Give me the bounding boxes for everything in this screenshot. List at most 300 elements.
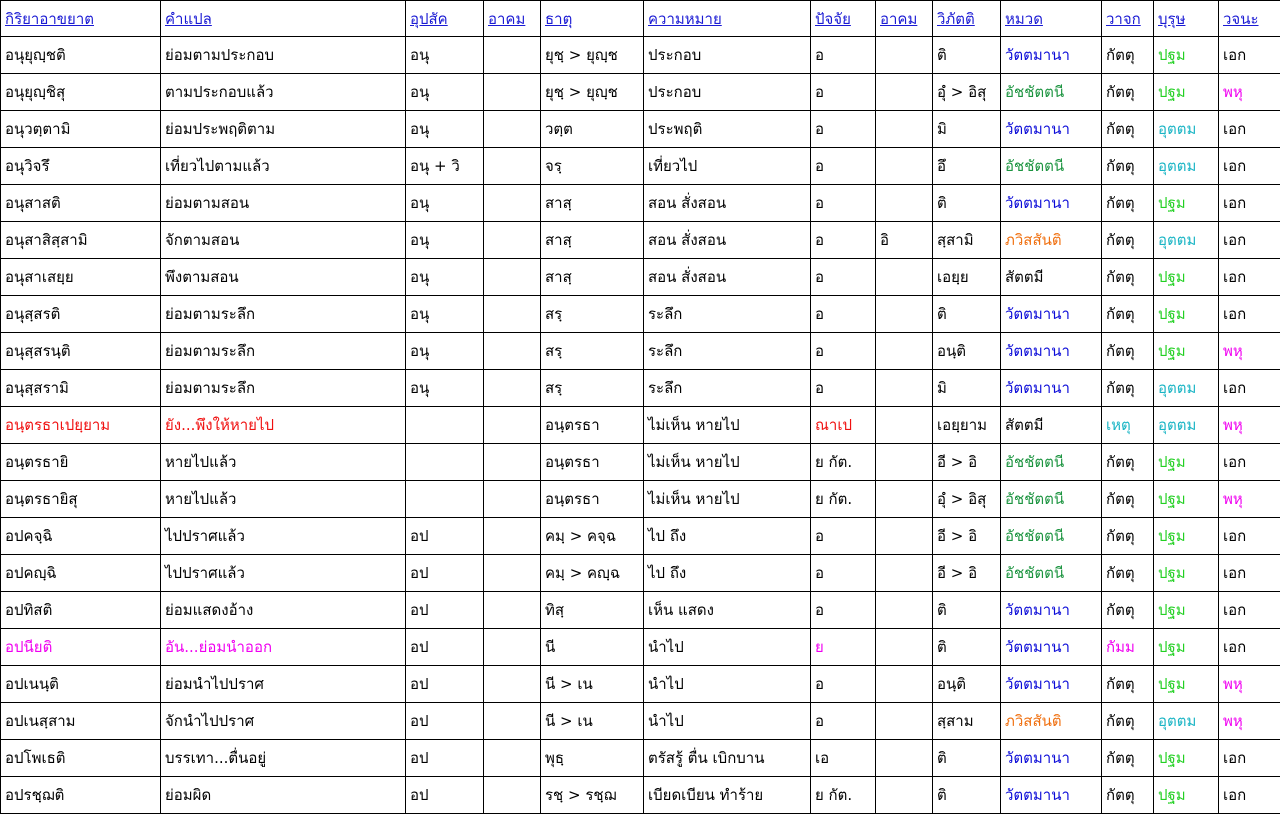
header-agama-2: อาคม [876, 1, 933, 37]
agama-2-cell: อิ [876, 222, 933, 259]
agama-1-cell [484, 518, 541, 555]
root-cell: รชฺ > รชฺฌ [541, 777, 644, 814]
header-suffix: ปัจจัย [811, 1, 876, 37]
ending-cell: อี > อิ [933, 444, 1001, 481]
agama-1-cell [484, 370, 541, 407]
table-row [1, 518, 1280, 555]
header-root: ธาตุ [541, 1, 644, 37]
prefix-cell: อป [406, 629, 484, 666]
number-cell: เอก [1219, 222, 1280, 259]
person-cell: อุตตม [1154, 222, 1219, 259]
voice-cell: กัตตุ [1102, 74, 1154, 111]
person-cell: ปฐม [1154, 185, 1219, 222]
root-cell: พุธฺ [541, 740, 644, 777]
translation-cell: จักตามสอน [161, 222, 406, 259]
prefix-cell: อนุ + วิ [406, 148, 484, 185]
table-row [1, 333, 1280, 370]
meaning-cell: นำไป [644, 629, 811, 666]
root-cell: สรฺ [541, 333, 644, 370]
suffix-cell: อ [811, 518, 876, 555]
agama-2-cell [876, 555, 933, 592]
group-cell: วัตตมานา [1001, 666, 1102, 703]
suffix-cell: อ [811, 37, 876, 74]
person-cell: ปฐม [1154, 481, 1219, 518]
header-agama-1: อาคม [484, 1, 541, 37]
number-cell: เอก [1219, 629, 1280, 666]
table-row [1, 370, 1280, 407]
agama-2-cell [876, 592, 933, 629]
suffix-cell: อ [811, 370, 876, 407]
agama-2-cell [876, 666, 933, 703]
person-cell: ปฐม [1154, 37, 1219, 74]
ending-cell: ติ [933, 37, 1001, 74]
translation-cell: อัน...ย่อมนำออก [161, 629, 406, 666]
meaning-cell: เห็น แสดง [644, 592, 811, 629]
agama-2-cell [876, 740, 933, 777]
agama-1-cell [484, 37, 541, 74]
group-cell: วัตตมานา [1001, 777, 1102, 814]
header-group: หมวด [1001, 1, 1102, 37]
verb-cell: อนุวตฺตามิ [1, 111, 161, 148]
agama-2-cell [876, 629, 933, 666]
meaning-cell: เบียดเบียน ทำร้าย [644, 777, 811, 814]
translation-cell: ย่อมนำไปปราศ [161, 666, 406, 703]
table-row [1, 185, 1280, 222]
table-row [1, 629, 1280, 666]
verb-cell: อปคจฺฉิ [1, 518, 161, 555]
person-cell: อุตตม [1154, 370, 1219, 407]
meaning-cell: สอน สั่งสอน [644, 222, 811, 259]
group-cell: วัตตมานา [1001, 333, 1102, 370]
person-cell: อุตตม [1154, 111, 1219, 148]
agama-2-cell [876, 74, 933, 111]
voice-cell: กัตตุ [1102, 444, 1154, 481]
voice-cell: กัมม [1102, 629, 1154, 666]
voice-cell: กัตตุ [1102, 592, 1154, 629]
number-cell: เอก [1219, 370, 1280, 407]
agama-2-cell [876, 481, 933, 518]
group-cell: อัชชัตตนี [1001, 444, 1102, 481]
number-cell: เอก [1219, 777, 1280, 814]
verb-cell: อนุสาสติ [1, 185, 161, 222]
ending-cell: อึ [933, 148, 1001, 185]
table-header [1, 1, 1280, 37]
meaning-cell: ไม่เห็น หายไป [644, 407, 811, 444]
root-cell: จรฺ [541, 148, 644, 185]
agama-1-cell [484, 740, 541, 777]
verb-cell: อนุสาสิสฺสามิ [1, 222, 161, 259]
prefix-cell [406, 481, 484, 518]
prefix-cell: อป [406, 555, 484, 592]
number-cell: พหุ [1219, 333, 1280, 370]
suffix-cell: ย กัต. [811, 444, 876, 481]
root-cell: สรฺ [541, 370, 644, 407]
group-cell: วัตตมานา [1001, 629, 1102, 666]
translation-cell: หายไปแล้ว [161, 481, 406, 518]
table-row [1, 777, 1280, 814]
voice-cell: กัตตุ [1102, 777, 1154, 814]
agama-2-cell [876, 37, 933, 74]
ending-cell: อนฺติ [933, 333, 1001, 370]
number-cell: เอก [1219, 185, 1280, 222]
meaning-cell: ไป ถึง [644, 555, 811, 592]
header-verb: กิริยาอาขยาต [1, 1, 161, 37]
verb-cell: อปเนนฺติ [1, 666, 161, 703]
agama-1-cell [484, 666, 541, 703]
agama-1-cell [484, 74, 541, 111]
number-cell: เอก [1219, 518, 1280, 555]
table-row [1, 703, 1280, 740]
ending-cell: ติ [933, 629, 1001, 666]
agama-1-cell [484, 592, 541, 629]
meaning-cell: ไม่เห็น หายไป [644, 481, 811, 518]
number-cell: พหุ [1219, 703, 1280, 740]
suffix-cell: อ [811, 222, 876, 259]
ending-cell: ติ [933, 777, 1001, 814]
root-cell: ยุชฺ > ยุญฺช [541, 74, 644, 111]
ending-cell: เอยฺยาม [933, 407, 1001, 444]
number-cell: เอก [1219, 296, 1280, 333]
person-cell: ปฐม [1154, 740, 1219, 777]
agama-2-cell [876, 296, 933, 333]
agama-1-cell [484, 629, 541, 666]
translation-cell: เที่ยวไปตามแล้ว [161, 148, 406, 185]
table-row [1, 555, 1280, 592]
header-row [1, 1, 1280, 37]
person-cell: ปฐม [1154, 777, 1219, 814]
suffix-cell: อ [811, 703, 876, 740]
agama-1-cell [484, 481, 541, 518]
voice-cell: กัตตุ [1102, 481, 1154, 518]
ending-cell: อุํ > อิสุ [933, 481, 1001, 518]
group-cell: อัชชัตตนี [1001, 518, 1102, 555]
ending-cell: มิ [933, 370, 1001, 407]
root-cell: สรฺ [541, 296, 644, 333]
verb-cell: อนุสาเสยฺย [1, 259, 161, 296]
meaning-cell: ตรัสรู้ ตื่น เบิกบาน [644, 740, 811, 777]
table-row [1, 407, 1280, 444]
meaning-cell: ประกอบ [644, 37, 811, 74]
voice-cell: กัตตุ [1102, 111, 1154, 148]
verb-cell: อนฺตรธายิ [1, 444, 161, 481]
suffix-cell: อ [811, 111, 876, 148]
root-cell: นี > เน [541, 703, 644, 740]
voice-cell: กัตตุ [1102, 370, 1154, 407]
meaning-cell: ระลึก [644, 333, 811, 370]
agama-2-cell [876, 777, 933, 814]
prefix-cell: อป [406, 777, 484, 814]
table-row [1, 111, 1280, 148]
person-cell: อุตตม [1154, 703, 1219, 740]
group-cell: อัชชัตตนี [1001, 74, 1102, 111]
agama-2-cell [876, 148, 933, 185]
number-cell: เอก [1219, 259, 1280, 296]
root-cell: อนฺตรธา [541, 407, 644, 444]
ending-cell: ติ [933, 740, 1001, 777]
header-translation: คำแปล [161, 1, 406, 37]
group-cell: วัตตมานา [1001, 185, 1102, 222]
voice-cell: กัตตุ [1102, 518, 1154, 555]
number-cell: เอก [1219, 592, 1280, 629]
voice-cell: กัตตุ [1102, 333, 1154, 370]
person-cell: ปฐม [1154, 518, 1219, 555]
suffix-cell: ย กัต. [811, 777, 876, 814]
translation-cell: ไปปราศแล้ว [161, 555, 406, 592]
verb-cell: อนฺตรธาเปยฺยาม [1, 407, 161, 444]
translation-cell: ยัง...พึงให้หายไป [161, 407, 406, 444]
number-cell: พหุ [1219, 407, 1280, 444]
verb-cell: อนฺตรธายิสุ [1, 481, 161, 518]
root-cell: สาสฺ [541, 185, 644, 222]
header-voice: วาจก [1102, 1, 1154, 37]
group-cell: วัตตมานา [1001, 370, 1102, 407]
agama-2-cell [876, 259, 933, 296]
suffix-cell: อ [811, 296, 876, 333]
meaning-cell: ประกอบ [644, 74, 811, 111]
verb-cell: อนุสฺสรติ [1, 296, 161, 333]
voice-cell: กัตตุ [1102, 703, 1154, 740]
voice-cell: กัตตุ [1102, 740, 1154, 777]
root-cell: วตฺต [541, 111, 644, 148]
voice-cell: กัตตุ [1102, 666, 1154, 703]
ending-cell: อี > อิ [933, 518, 1001, 555]
meaning-cell: เที่ยวไป [644, 148, 811, 185]
group-cell: วัตตมานา [1001, 592, 1102, 629]
translation-cell: บรรเทา...ตื่นอยู่ [161, 740, 406, 777]
suffix-cell: อ [811, 148, 876, 185]
group-cell: วัตตมานา [1001, 111, 1102, 148]
agama-1-cell [484, 333, 541, 370]
suffix-cell: ย [811, 629, 876, 666]
number-cell: เอก [1219, 111, 1280, 148]
header-person: บุรุษ [1154, 1, 1219, 37]
group-cell: อัชชัตตนี [1001, 481, 1102, 518]
prefix-cell: อป [406, 592, 484, 629]
table-row [1, 592, 1280, 629]
meaning-cell: ระลึก [644, 370, 811, 407]
person-cell: ปฐม [1154, 74, 1219, 111]
verb-cell: อปนียติ [1, 629, 161, 666]
prefix-cell: อป [406, 666, 484, 703]
translation-cell: ย่อมตามระลึก [161, 370, 406, 407]
group-cell: วัตตมานา [1001, 740, 1102, 777]
group-cell: วัตตมานา [1001, 37, 1102, 74]
table-row [1, 259, 1280, 296]
number-cell: เอก [1219, 555, 1280, 592]
translation-cell: ไปปราศแล้ว [161, 518, 406, 555]
suffix-cell: อ [811, 333, 876, 370]
header-number: วจนะ [1219, 1, 1280, 37]
root-cell: คมฺ > คจฺฉ [541, 518, 644, 555]
prefix-cell: อนุ [406, 296, 484, 333]
prefix-cell: อนุ [406, 333, 484, 370]
table-row [1, 444, 1280, 481]
prefix-cell [406, 444, 484, 481]
translation-cell: หายไปแล้ว [161, 444, 406, 481]
translation-cell: ย่อมแสดงอ้าง [161, 592, 406, 629]
verb-cell: อนุวิจรึ [1, 148, 161, 185]
table-row [1, 74, 1280, 111]
agama-1-cell [484, 407, 541, 444]
translation-cell: ย่อมตามสอน [161, 185, 406, 222]
agama-2-cell [876, 407, 933, 444]
group-cell: วัตตมานา [1001, 296, 1102, 333]
verb-cell: อปเนสฺสาม [1, 703, 161, 740]
table-row [1, 222, 1280, 259]
suffix-cell: อ [811, 259, 876, 296]
agama-1-cell [484, 296, 541, 333]
translation-cell: ย่อมผิด [161, 777, 406, 814]
verb-cell: อปรชฺฌติ [1, 777, 161, 814]
table-row [1, 37, 1280, 74]
translation-cell: พึงตามสอน [161, 259, 406, 296]
agama-1-cell [484, 148, 541, 185]
agama-1-cell [484, 222, 541, 259]
person-cell: อุตตม [1154, 148, 1219, 185]
meaning-cell: นำไป [644, 666, 811, 703]
agama-1-cell [484, 555, 541, 592]
ending-cell: ติ [933, 296, 1001, 333]
root-cell: อนฺตรธา [541, 444, 644, 481]
verb-cell: อปคญฺฉิ [1, 555, 161, 592]
number-cell: เอก [1219, 37, 1280, 74]
suffix-cell: อ [811, 555, 876, 592]
agama-1-cell [484, 259, 541, 296]
group-cell: อัชชัตตนี [1001, 555, 1102, 592]
table-row [1, 296, 1280, 333]
number-cell: เอก [1219, 444, 1280, 481]
ending-cell: อี > อิ [933, 555, 1001, 592]
prefix-cell [406, 407, 484, 444]
root-cell: สาสฺ [541, 259, 644, 296]
agama-2-cell [876, 111, 933, 148]
translation-cell: ย่อมตามระลึก [161, 333, 406, 370]
agama-2-cell [876, 185, 933, 222]
number-cell: พหุ [1219, 481, 1280, 518]
verb-cell: อปทิสติ [1, 592, 161, 629]
table-row [1, 666, 1280, 703]
verb-cell: อนุสฺสรามิ [1, 370, 161, 407]
agama-2-cell [876, 370, 933, 407]
suffix-cell: ณาเป [811, 407, 876, 444]
verb-cell: อปโพเธติ [1, 740, 161, 777]
agama-2-cell [876, 333, 933, 370]
suffix-cell: อ [811, 74, 876, 111]
number-cell: พหุ [1219, 74, 1280, 111]
group-cell: สัตตมี [1001, 407, 1102, 444]
group-cell: สัตตมี [1001, 259, 1102, 296]
meaning-cell: ประพฤติ [644, 111, 811, 148]
translation-cell: จักนำไปปราศ [161, 703, 406, 740]
ending-cell: ติ [933, 185, 1001, 222]
person-cell: ปฐม [1154, 444, 1219, 481]
voice-cell: กัตตุ [1102, 555, 1154, 592]
agama-2-cell [876, 444, 933, 481]
suffix-cell: อ [811, 666, 876, 703]
root-cell: นี > เน [541, 666, 644, 703]
header-ending: วิภัตติ [933, 1, 1001, 37]
root-cell: อนฺตรธา [541, 481, 644, 518]
agama-1-cell [484, 444, 541, 481]
group-cell: อัชชัตตนี [1001, 148, 1102, 185]
voice-cell: กัตตุ [1102, 185, 1154, 222]
prefix-cell: อนุ [406, 111, 484, 148]
prefix-cell: อนุ [406, 222, 484, 259]
suffix-cell: อ [811, 592, 876, 629]
agama-1-cell [484, 777, 541, 814]
number-cell: พหุ [1219, 666, 1280, 703]
person-cell: ปฐม [1154, 555, 1219, 592]
header-meaning: ความหมาย [644, 1, 811, 37]
root-cell: สาสฺ [541, 222, 644, 259]
meaning-cell: ไม่เห็น หายไป [644, 444, 811, 481]
voice-cell: เหตุ [1102, 407, 1154, 444]
suffix-cell: อ [811, 185, 876, 222]
agama-1-cell [484, 111, 541, 148]
voice-cell: กัตตุ [1102, 259, 1154, 296]
suffix-cell: ย กัต. [811, 481, 876, 518]
meaning-cell: ไป ถึง [644, 518, 811, 555]
meaning-cell: นำไป [644, 703, 811, 740]
verb-cell: อนุสฺสรนฺติ [1, 333, 161, 370]
ending-cell: มิ [933, 111, 1001, 148]
person-cell: ปฐม [1154, 296, 1219, 333]
agama-1-cell [484, 703, 541, 740]
verb-cell: อนุยุญฺชติ [1, 37, 161, 74]
prefix-cell: อนุ [406, 37, 484, 74]
root-cell: คมฺ > คญฺฉ [541, 555, 644, 592]
group-cell: ภวิสสันติ [1001, 222, 1102, 259]
root-cell: นี [541, 629, 644, 666]
translation-cell: ย่อมตามประกอบ [161, 37, 406, 74]
agama-1-cell [484, 185, 541, 222]
suffix-cell: เอ [811, 740, 876, 777]
meaning-cell: สอน สั่งสอน [644, 185, 811, 222]
translation-cell: ย่อมประพฤติตาม [161, 111, 406, 148]
root-cell: ยุชฺ > ยุญฺช [541, 37, 644, 74]
meaning-cell: สอน สั่งสอน [644, 259, 811, 296]
ending-cell: ติ [933, 592, 1001, 629]
prefix-cell: อป [406, 740, 484, 777]
person-cell: ปฐม [1154, 629, 1219, 666]
translation-cell: ตามประกอบแล้ว [161, 74, 406, 111]
person-cell: ปฐม [1154, 592, 1219, 629]
ending-cell: สฺสามิ [933, 222, 1001, 259]
person-cell: ปฐม [1154, 666, 1219, 703]
table-row [1, 148, 1280, 185]
ending-cell: สฺสาม [933, 703, 1001, 740]
ending-cell: อุํ > อิสุ [933, 74, 1001, 111]
person-cell: ปฐม [1154, 259, 1219, 296]
table-row [1, 481, 1280, 518]
prefix-cell: อนุ [406, 74, 484, 111]
ending-cell: อนฺติ [933, 666, 1001, 703]
prefix-cell: อนุ [406, 370, 484, 407]
prefix-cell: อนุ [406, 259, 484, 296]
person-cell: ปฐม [1154, 333, 1219, 370]
table-body [1, 37, 1280, 814]
ending-cell: เอยฺย [933, 259, 1001, 296]
translation-cell: ย่อมตามระลึก [161, 296, 406, 333]
agama-2-cell [876, 518, 933, 555]
verb-cell: อนุยุญฺชิสุ [1, 74, 161, 111]
root-cell: ทิสฺ [541, 592, 644, 629]
group-cell: ภวิสสันติ [1001, 703, 1102, 740]
prefix-cell: อนุ [406, 185, 484, 222]
voice-cell: กัตตุ [1102, 37, 1154, 74]
number-cell: เอก [1219, 740, 1280, 777]
voice-cell: กัตตุ [1102, 148, 1154, 185]
